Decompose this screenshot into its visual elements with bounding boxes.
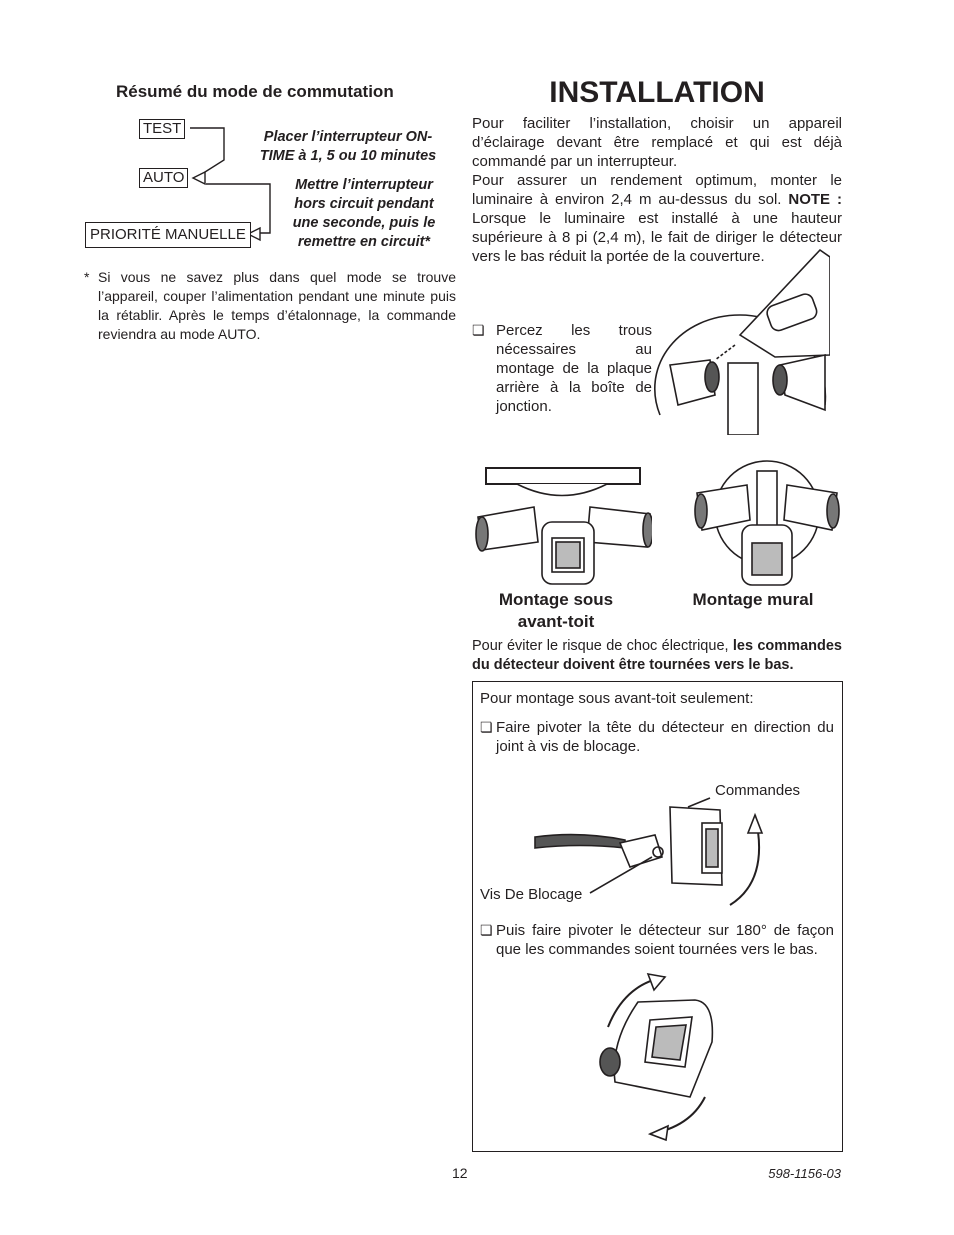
detector-rotate-step2-illustration [590, 972, 730, 1142]
eave-box-heading: Pour montage sous avant-toit seulement: [480, 690, 754, 707]
drill-illustration [640, 245, 830, 435]
eave-step-2-text: Puis faire pivoter le détecteur sur 180° de façon que les commandes soient tournées vers le bas. [496, 922, 834, 958]
checkbox-icon: ❏ [480, 719, 493, 735]
document-number: 598-1156-03 [768, 1166, 841, 1181]
note-power-cycle: Mettre l’interrupteur hors circuit pendant une seconde, puis le remettre en circuit* [292, 177, 436, 250]
caption-wall-mount: Montage mural [692, 590, 814, 609]
caption-eave-mount: Montage sous avant-toit [498, 590, 614, 631]
eave-step-2 [480, 921, 834, 959]
height-paragraph: Pour assurer un rendement optimum, monter le luminaire à environ 2,4 m au-dessus du sol. NOTE : Lorsque le luminaire est installé à une hauteur supérieure à 8 pi (2,4 m), le fait de diriger le détecteur vers le bas réduit la portée de la couverture. [472, 172, 842, 265]
shock-warning: Pour éviter le risque de choc électrique, les commandes du détecteur doivent être tournées vers le bas. [472, 638, 842, 673]
eave-mount-illustration [472, 462, 652, 592]
mode-box-manual-priority: PRIORITÉ MANUELLE [85, 222, 251, 248]
footnote-text: Si vous ne savez plus dans quel mode se trouve l’appareil, couper l’alimentation pendant une minute puis la rétablir. Après le temps d’étalonnage, la commande reviendra au mode AUTO. [98, 269, 456, 342]
footnote-mark: * [84, 269, 90, 285]
drill-step [472, 321, 652, 416]
eave-step-1 [480, 718, 834, 756]
checkbox-icon: ❏ [472, 322, 485, 338]
checkbox-icon: ❏ [480, 922, 493, 938]
label-lock-screw: Vis De Blocage [480, 886, 583, 903]
page-number: 12 [452, 1165, 468, 1181]
intro-paragraph: Pour faciliter l’installation, choisir un appareil d’éclairage devant être remplacé et qui est déjà commandé par un interrupteur. [472, 115, 842, 170]
label-controls: Commandes [715, 782, 801, 799]
drill-step-text: Percez les trous nécessaires au montage de la plaque arrière à la boîte de jonction. [496, 322, 652, 415]
detector-rotate-step1-illustration [530, 795, 780, 910]
mode-box-auto: AUTO [139, 168, 188, 188]
note-on-time: Placer l’interrupteur ON- TIME à 1, 5 ou 10 minutes [259, 129, 437, 164]
mode-box-test: TEST [139, 119, 185, 139]
page-title: INSTALLATION [549, 76, 765, 109]
footnote [84, 268, 456, 344]
eave-step-1-text: Faire pivoter la tête du détecteur en direction du joint à vis de blocage. [496, 719, 834, 755]
wall-mount-illustration [692, 455, 842, 590]
section-title: Résumé du mode de commutation [116, 82, 394, 101]
